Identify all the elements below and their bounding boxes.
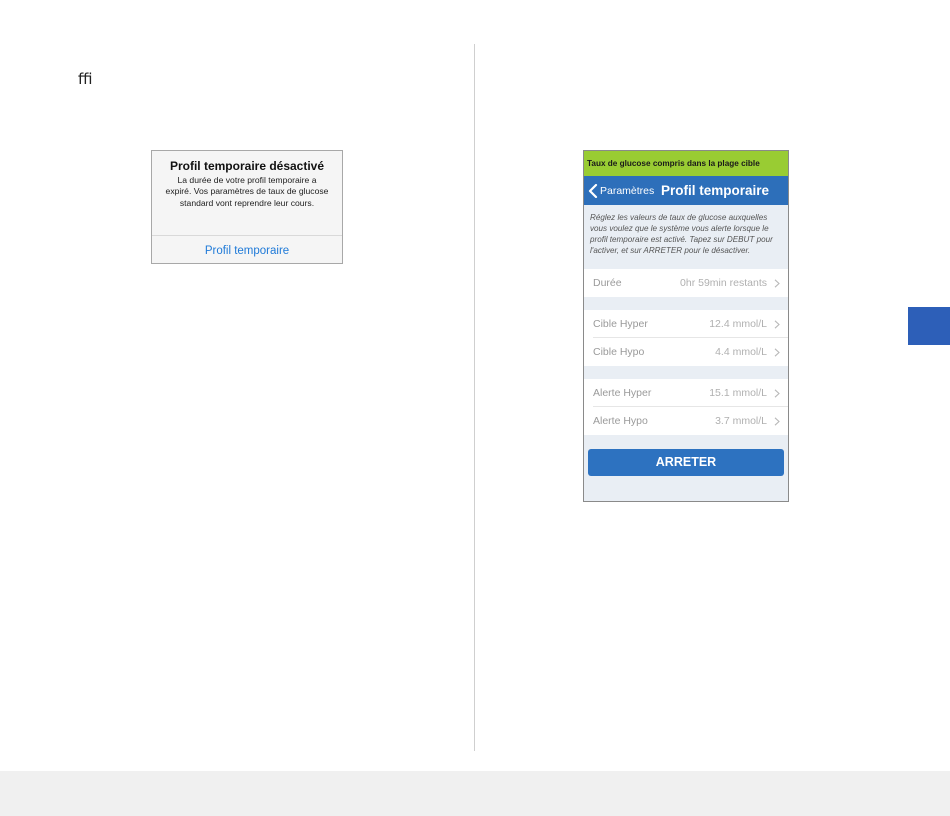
- section-tab: [908, 307, 950, 345]
- phone-screen: [583, 150, 789, 502]
- alert-message: La durée de votre profil temporaire a expiré. Vos paramètres de taux de glucose standard vont reprendre leur cours.: [165, 175, 329, 208]
- row-alert-high[interactable]: [584, 379, 788, 407]
- chevron-right-icon: [774, 389, 780, 398]
- row-target-high[interactable]: [584, 310, 788, 338]
- row-value: 12.4 mmol/L: [709, 318, 767, 330]
- back-button[interactable]: [588, 176, 654, 205]
- back-button-label: Paramètres: [600, 184, 655, 197]
- row-value: 15.1 mmol/L: [709, 387, 767, 399]
- row-alert-low[interactable]: [584, 407, 788, 435]
- page-divider: [474, 44, 475, 751]
- row-label: Alerte Hyper: [593, 387, 652, 399]
- row-value: 4.4 mmol/L: [715, 346, 767, 358]
- row-label: Durée: [593, 277, 622, 289]
- chevron-right-icon: [774, 348, 780, 357]
- row-value: 3.7 mmol/L: [715, 415, 767, 427]
- navigation-bar: [584, 176, 788, 205]
- alert-dialog: [151, 150, 343, 264]
- row-value: 0hr 59min restants: [680, 277, 767, 289]
- alert-separator: [152, 235, 342, 236]
- glucose-status-bar: Taux de glucose compris dans la plage cible: [584, 151, 788, 176]
- temporary-profile-button[interactable]: Profil temporaire: [204, 245, 290, 257]
- alert-title: Profil temporaire désactivé: [169, 159, 325, 173]
- chevron-right-icon: [774, 279, 780, 288]
- page-title: Profil temporaire: [661, 183, 770, 198]
- chevron-right-icon: [774, 417, 780, 426]
- row-target-low[interactable]: [584, 338, 788, 366]
- row-label: Alerte Hypo: [593, 415, 648, 427]
- chevron-right-icon: [774, 320, 780, 329]
- row-duration[interactable]: [584, 269, 788, 297]
- row-label: Cible Hyper: [593, 318, 648, 330]
- ligature-glyph: ﬃ: [78, 70, 93, 88]
- stop-button[interactable]: ARRETER: [588, 449, 784, 476]
- row-label: Cible Hypo: [593, 346, 645, 358]
- description-text: Réglez les valeurs de taux de glucose auxquelles vous voulez que le système vous alerte lorsque le profil temporaire est activé. Tapez sur DEBUT pour l'activer, et sur ARRETER pour le désactiver.: [590, 213, 773, 255]
- footer-band: [0, 771, 950, 816]
- chevron-left-icon: [588, 184, 598, 198]
